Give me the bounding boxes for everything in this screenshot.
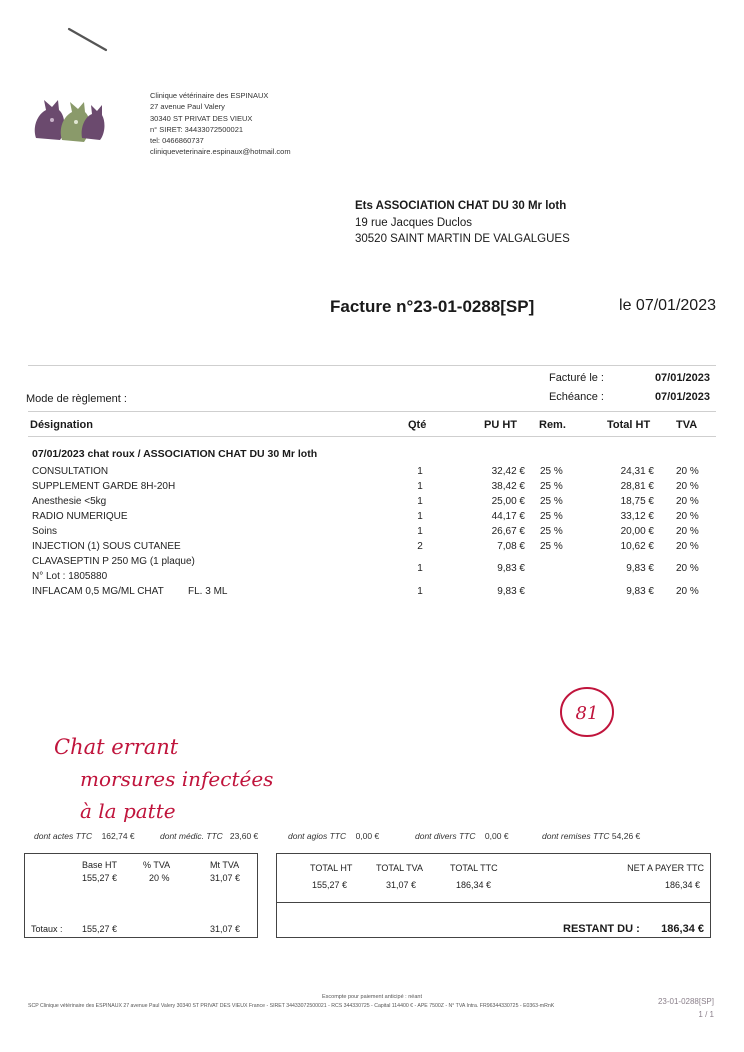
clinic-tel: tel: 0466860737 (150, 136, 204, 146)
summary-remises (542, 831, 640, 841)
vat-rate-label: % TVA (143, 860, 171, 870)
summary-divers-value: 0,00 € (484, 831, 509, 841)
summary-actes (34, 831, 135, 841)
summary-medic-label: dont médic. TTC (160, 831, 223, 841)
row-qty: 1 (417, 496, 423, 507)
clinic-name: Clinique vétérinaire des ESPINAUX (150, 91, 269, 100)
summary-agios-value: 0,00 € (355, 831, 380, 841)
clinic-address1: 27 avenue Paul Valery (150, 102, 225, 112)
row-tva: 20 % (676, 481, 699, 492)
row-tva: 20 % (676, 466, 699, 477)
vat-base-value: 155,27 € (82, 873, 118, 883)
net-to-pay-value: 186,34 € (664, 880, 700, 890)
row-rem: 25 % (540, 466, 563, 477)
row-pu: 9,83 € (497, 563, 525, 574)
row-tva: 20 % (676, 563, 699, 574)
summary-remises-label: dont remises TTC (542, 831, 610, 841)
due-value: 07/01/2023 (654, 391, 710, 403)
row-total: 28,81 € (620, 481, 654, 492)
summary-medic (160, 831, 258, 841)
summary-medic-value: 23,60 € (229, 831, 259, 841)
row-rem: 25 % (540, 541, 563, 552)
row-tva: 20 % (676, 511, 699, 522)
recipient-block (355, 198, 570, 248)
row-tva: 20 % (676, 526, 699, 537)
row-qty: 1 (417, 586, 423, 597)
row-total: 18,75 € (620, 496, 654, 507)
recipient-name: Ets ASSOCIATION CHAT DU 30 Mr loth (355, 200, 567, 212)
handwritten-note (50, 730, 290, 830)
summary-divers-label: dont divers TTC (415, 831, 476, 841)
invoiced-label: Facturé le : (548, 372, 604, 384)
row-qty: 1 (417, 563, 423, 574)
recipient-city: 30520 SAINT MARTIN DE VALGALGUES (355, 233, 570, 245)
row-designation: Soins (32, 526, 58, 537)
vat-amount-value: 31,07 € (210, 873, 241, 883)
invoiced-value: 07/01/2023 (654, 372, 710, 384)
total-tva-value: 31,07 € (386, 880, 417, 890)
handwritten-line-3: à la patte (80, 799, 176, 823)
due-label: Echéance : (548, 391, 604, 403)
total-ttc-label: TOTAL TTC (450, 863, 498, 873)
summary-divers (415, 831, 509, 841)
vat-base-label: Base HT (82, 860, 118, 870)
row-rem: 25 % (540, 511, 563, 522)
col-pu: PU HT (484, 419, 517, 431)
vat-rate-value: 20 % (149, 873, 170, 883)
row-total: 24,31 € (620, 466, 654, 477)
recipient-street: 19 rue Jacques Duclos (355, 216, 472, 229)
row-total: 10,62 € (620, 541, 654, 552)
summary-remises-value: 54,26 € (611, 831, 641, 841)
row-pu: 44,17 € (491, 511, 525, 522)
row-tva: 20 % (676, 496, 699, 507)
amount-due-label: RESTANT DU : (563, 923, 640, 935)
clinic-siret: n° SIRET: 34433072500021 (150, 124, 244, 134)
row-lot-number: N° Lot : 1805880 (32, 571, 108, 582)
totals-divider (277, 902, 710, 903)
row-designation: SUPPLEMENT GARDE 8H-20H (32, 481, 176, 492)
handwritten-line-1: Chat errant (54, 735, 179, 759)
row-total: 9,83 € (626, 563, 654, 574)
page-number: 1 / 1 (698, 1010, 714, 1019)
footer-reference: 23-01-0288[SP] (657, 997, 714, 1006)
row-tva: 20 % (676, 586, 699, 597)
row-designation: CONSULTATION (32, 466, 109, 477)
vat-breakdown-box (24, 853, 258, 938)
row-total: 20,00 € (620, 526, 654, 537)
total-ht-value: 155,27 € (312, 880, 348, 890)
row-total: 33,12 € (620, 511, 654, 522)
col-tva: TVA (676, 419, 698, 431)
total-ttc-value: 186,34 € (456, 880, 492, 890)
row-pu: 38,42 € (491, 481, 525, 492)
clinic-email: cliniqueveterinaire.espinaux@hotmail.com (150, 147, 291, 157)
handwritten-circle-note (556, 682, 618, 740)
total-tva-label: TOTAL TVA (376, 863, 424, 873)
vat-amount-label: Mt TVA (210, 860, 240, 870)
row-designation: INJECTION (1) SOUS CUTANEE (32, 541, 181, 552)
row-qty: 1 (417, 466, 423, 477)
totals-vat: 31,07 € (210, 924, 241, 934)
net-to-pay-label: NET A PAYER TTC (627, 863, 704, 873)
col-total: Total HT (607, 419, 651, 431)
summary-agios (288, 831, 379, 841)
row-designation-extra: FL. 3 ML (188, 586, 228, 597)
divider (28, 365, 716, 366)
footer-discount-note: Escompte pour paiement anticipé : néant (322, 994, 422, 1000)
row-qty: 2 (417, 541, 423, 552)
row-rem: 25 % (540, 481, 563, 492)
row-designation: RADIO NUMERIQUE (32, 511, 128, 522)
invoice-date: le 07/01/2023 (619, 297, 716, 314)
amount-due-value: 186,34 € (661, 923, 704, 935)
row-tva: 20 % (676, 541, 699, 552)
row-rem: 25 % (540, 526, 563, 537)
clinic-logo (28, 90, 108, 150)
clinic-address2: 30340 ST PRIVAT DES VIEUX (150, 113, 253, 123)
col-qty: Qté (408, 419, 427, 431)
visit-group-title: 07/01/2023 chat roux / ASSOCIATION CHAT DU 30 Mr loth (32, 448, 318, 460)
circle-note-text: 81 (575, 703, 599, 724)
summary-agios-label: dont agios TTC (288, 831, 347, 841)
row-pu: 26,67 € (491, 526, 525, 537)
row-pu: 25,00 € (491, 496, 525, 507)
row-designation: CLAVASEPTIN P 250 MG (1 plaque) (32, 556, 195, 567)
totals-box (276, 853, 711, 938)
row-designation: Anesthesie <5kg (32, 496, 107, 507)
summary-actes-value: 162,74 € (101, 831, 135, 841)
row-rem: 25 % (540, 496, 563, 507)
staple-mark (66, 26, 110, 54)
row-total: 9,83 € (626, 586, 654, 597)
totals-base: 155,27 € (82, 924, 118, 934)
totals-label: Totaux : (31, 924, 63, 934)
handwritten-line-2: morsures infectées (80, 767, 274, 791)
row-qty: 1 (417, 526, 423, 537)
payment-mode-label: Mode de règlement : (26, 393, 127, 405)
footer-legal: SCP Clinique vétérinaire des ESPINAUX 27 avenue Paul Valery 30340 ST PRIVAT DES VIEUX France - SIRET 34433072500021 - RCS 344330725 - Capital 114400 € - APE 7500Z - N° TVA Intra. FR96344330725 - E0363-mRnK (28, 1003, 555, 1009)
row-pu: 7,08 € (497, 541, 525, 552)
row-pu: 32,42 € (491, 466, 525, 477)
row-pu: 9,83 € (497, 586, 525, 597)
divider (28, 436, 716, 437)
clinic-info (150, 90, 291, 158)
summary-actes-label: dont actes TTC (34, 831, 93, 841)
invoice-title: Facture n°23-01-0288[SP] (330, 297, 535, 316)
row-designation: INFLACAM 0,5 MG/ML CHAT (32, 586, 164, 597)
total-ht-label: TOTAL HT (310, 863, 353, 873)
divider (28, 411, 716, 412)
row-qty: 1 (417, 511, 423, 522)
row-qty: 1 (417, 481, 423, 492)
col-designation: Désignation (30, 419, 93, 431)
col-rem: Rem. (539, 419, 566, 431)
